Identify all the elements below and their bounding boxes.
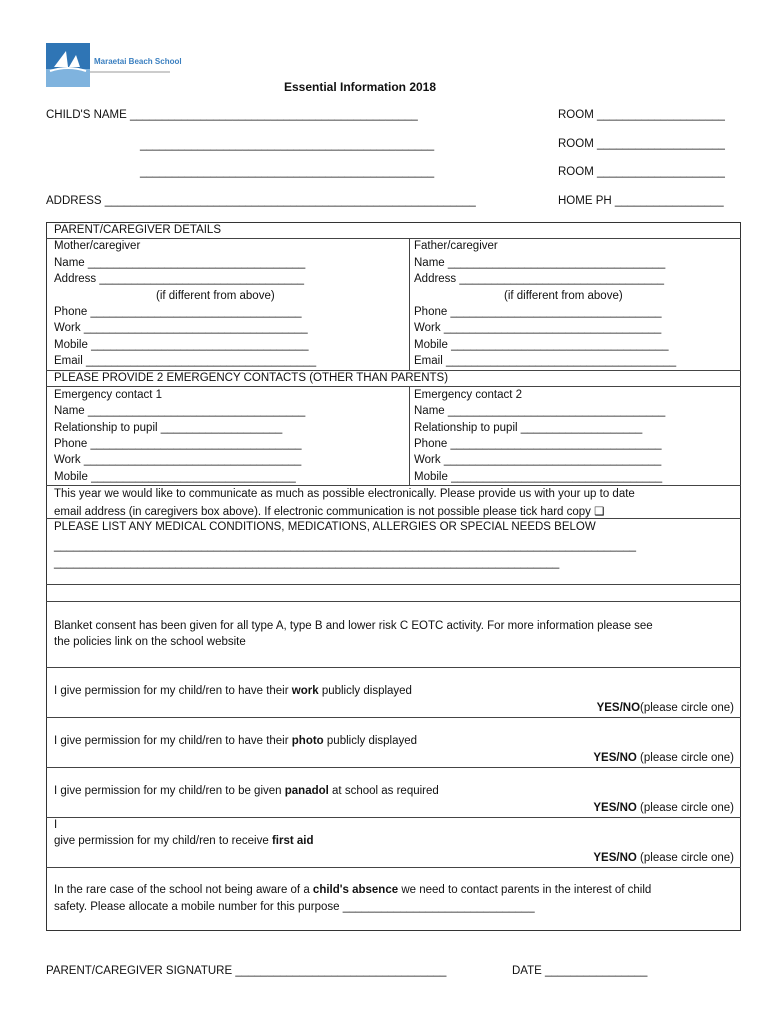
father-heading: Father/caregiver [414,240,498,252]
circle-instruction: (please circle one) [636,802,734,814]
emergency2-heading: Emergency contact 2 [414,389,523,401]
emergency1-name-field[interactable]: Name __________________________________ [54,405,306,417]
permission-keyword: photo [291,735,324,747]
permission-work-text [54,685,412,697]
divider [46,767,741,768]
father-name-field[interactable]: Name __________________________________ [414,257,666,269]
absence-mobile-field[interactable]: safety. Please allocate a mobile number for this purpose ______________________________ [54,901,535,913]
permission-panadol-text [54,785,439,797]
divider [46,867,741,868]
electronic-notice-line2 [54,504,604,518]
hard-copy-checkbox[interactable]: ❑ [594,506,605,518]
electronic-notice-text: email address (in caregivers box above). If electronic communication is not possible please tick hard copy [54,506,591,518]
mother-address-note: (if different from above) [156,290,275,302]
consent-line1: Blanket consent has been given for all type A, type B and lower risk C EOTC activity. For more information please see [54,620,653,632]
permission-text: publicly displayed [323,735,418,747]
child-name-line-3[interactable]: ______________________________________________ [140,166,435,178]
emergency1-relationship-field[interactable]: Relationship to pupil ___________________ [54,422,283,434]
room-field-3[interactable]: ROOM ____________________ [558,166,725,178]
father-work-field[interactable]: Work __________________________________ [414,322,662,334]
signature-field[interactable]: PARENT/CAREGIVER SIGNATURE _________________________________ [46,965,447,977]
divider [46,817,741,818]
permission-text: I give permission for my child/ren to have their [54,735,292,747]
circle-instruction: (please circle one) [640,702,734,714]
mother-address-field[interactable]: Address ________________________________ [54,273,305,285]
room-field-1[interactable]: ROOM ____________________ [558,109,725,121]
mother-email-field[interactable]: Email ____________________________________ [54,355,317,367]
child-name-line-2[interactable]: ______________________________________________ [140,139,435,151]
permission-firstaid-first: I [54,819,58,831]
yes-no-option[interactable]: YES/NO [593,752,637,764]
father-address-note: (if different from above) [504,290,623,302]
page-title: Essential Information 2018 [283,80,437,94]
column-divider [409,386,410,485]
divider [46,667,741,668]
permission-text: I give permission for my child/ren to have their [54,685,292,697]
mother-work-field[interactable]: Work ___________________________________ [54,322,308,334]
emergency2-phone-field[interactable]: Phone _________________________________ [414,438,662,450]
circle-instruction: (please circle one) [636,852,734,864]
divider [46,238,741,239]
father-email-field[interactable]: Email ____________________________________ [414,355,677,367]
permission-text: I give permission for my child/ren to be given [54,785,285,797]
emergency2-mobile-field[interactable]: Mobile _________________________________ [414,471,663,483]
medical-line-1[interactable]: ___________________________________________________________________________________________ [54,540,637,552]
medical-section-title: PLEASE LIST ANY MEDICAL CONDITIONS, MEDICATIONS, ALLERGIES OR SPECIAL NEEDS BELOW [54,521,596,533]
emergency1-phone-field[interactable]: Phone _________________________________ [54,438,302,450]
child-name-field[interactable]: CHILD'S NAME _____________________________________________ [46,109,418,121]
permission-keyword: first aid [271,835,314,847]
divider [46,601,741,602]
permission-firstaid-yesno[interactable] [593,852,734,864]
address-field[interactable]: ADDRESS __________________________________________________________ [46,195,476,207]
mother-heading: Mother/caregiver [54,240,141,252]
permission-keyword: panadol [284,785,329,797]
permission-panadol-yesno[interactable] [593,802,734,814]
permission-text: give permission for my child/ren to receive [54,835,272,847]
home-phone-field[interactable]: HOME PH _________________ [558,195,724,207]
divider [46,386,741,387]
electronic-notice-line1: This year we would like to communicate as much as possible electronically. Please provide us with your up to date [54,488,635,500]
room-field-2[interactable]: ROOM ____________________ [558,138,725,150]
permission-photo-text [54,735,417,747]
mother-name-field[interactable]: Name __________________________________ [54,257,306,269]
emergency-section-title: PLEASE PROVIDE 2 EMERGENCY CONTACTS (OTHER THAN PARENTS) [54,372,449,384]
father-mobile-field[interactable]: Mobile __________________________________ [414,339,669,351]
permission-text: at school as required [328,785,439,797]
yes-no-option[interactable]: YES/NO [593,802,637,814]
father-phone-field[interactable]: Phone _________________________________ [414,306,662,318]
date-field[interactable]: DATE ________________ [512,965,648,977]
divider [46,717,741,718]
divider [46,584,741,585]
emergency1-mobile-field[interactable]: Mobile ________________________________ [54,471,296,483]
emergency2-relationship-field[interactable]: Relationship to pupil ___________________ [414,422,643,434]
permission-photo-yesno[interactable] [593,752,734,764]
circle-instruction: (please circle one) [636,752,734,764]
father-address-field[interactable]: Address ________________________________ [414,273,665,285]
mother-phone-field[interactable]: Phone _________________________________ [54,306,302,318]
consent-line2: the policies link on the school website [54,636,246,648]
divider [46,485,741,486]
medical-line-2[interactable]: _______________________________________________________________________________ [54,557,560,569]
absence-text: we need to contact parents in the interest of child [398,884,652,896]
permission-text: publicly displayed [318,685,412,697]
absence-text: In the rare case of the school not being aware of a [54,884,313,896]
permission-keyword: work [291,685,319,697]
absence-keyword: child's absence [312,884,399,896]
emergency1-heading: Emergency contact 1 [54,389,163,401]
logo-text: Maraetai Beach School [94,57,182,66]
divider [46,518,741,519]
permission-work-yesno[interactable] [597,702,734,714]
yes-no-option[interactable]: YES/NO [596,702,641,714]
mother-mobile-field[interactable]: Mobile __________________________________ [54,339,309,351]
column-divider [409,238,410,370]
parent-section-title: PARENT/CAREGIVER DETAILS [54,224,221,236]
yes-no-option[interactable]: YES/NO [593,852,637,864]
divider [46,370,741,371]
permission-firstaid-text [54,835,314,847]
emergency2-name-field[interactable]: Name __________________________________ [414,405,666,417]
emergency1-work-field[interactable]: Work __________________________________ [54,454,302,466]
emergency2-work-field[interactable]: Work __________________________________ [414,454,662,466]
absence-line1 [54,884,651,896]
